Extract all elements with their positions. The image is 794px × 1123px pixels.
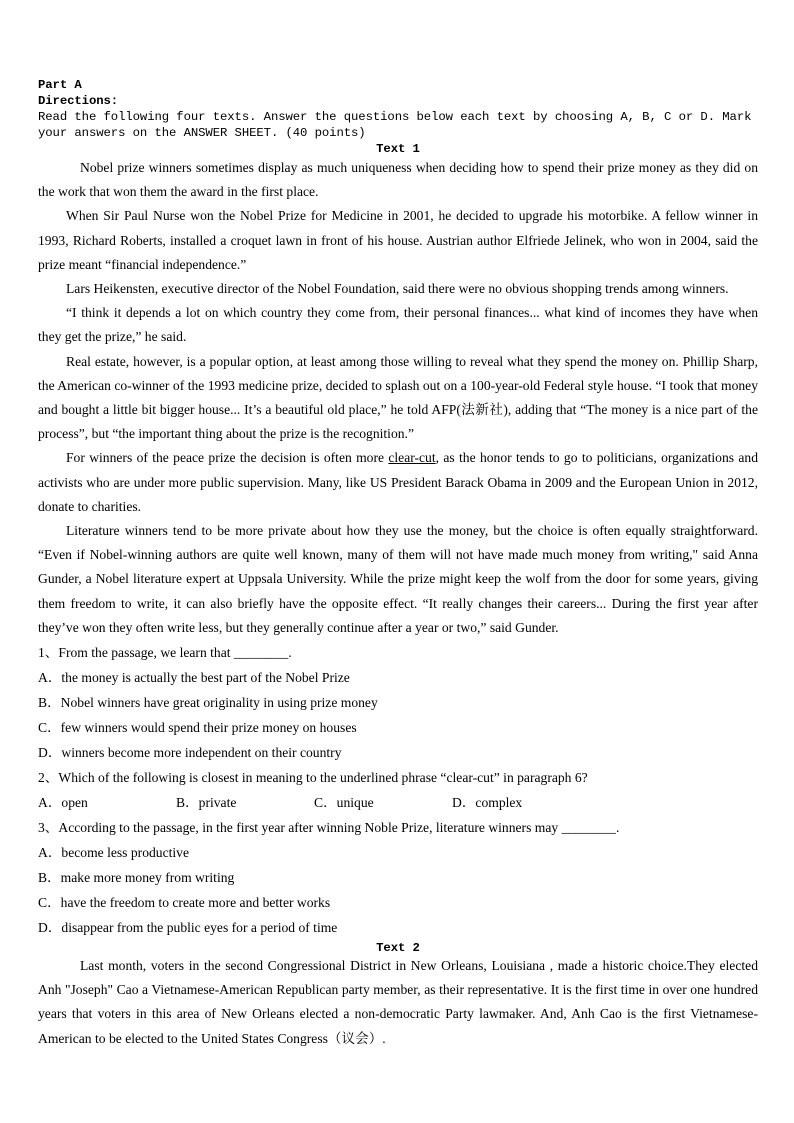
option: C．unique [314, 795, 374, 811]
paragraph: Nobel prize winners sometimes display as much uniqueness when deciding how to spend their prize money as they did on the work that won them the award in the first place. [38, 160, 758, 200]
underlined-phrase: clear-cut [388, 450, 436, 466]
option: D．disappear from the public eyes for a period of time [38, 920, 338, 936]
paragraph: Literature winners tend to be more private about how they use the money, but the choice is often equally straightforward. “Even if Nobel-winning authors are quite well known, many of them will not have made much money from writing," said Anna Gunder, a Nobel literature expert at Uppsala University. While the prize might keep the wolf from the door for some years, giving them freedom to write, it can also briefly have the opposite effect. “It really changes their careers... During the first year after they’ve won they often write less, but they generally continue after a year or two,” said Gunder. [38, 523, 758, 635]
text-1-title: Text 1 [376, 142, 420, 156]
option: D．winners become more independent on their country [38, 745, 342, 761]
question-1-stem: 1、From the passage, we learn that ________. [38, 645, 292, 661]
paragraph [38, 446, 758, 519]
paragraph: Last month, voters in the second Congressional District in New Orleans, Louisiana , made a historic choice.They elected Anh "Joseph" Cao a Vietnamese-American Republican party member, as their representative. It is the first time in over one hundred years that voters in this area of New Orleans elected a non-democratic Party lawmaker. And, Anh Cao is the first Vietnamese-American to be elected to the United States Congress（议会）. [38, 958, 758, 1046]
directions-text: Read the following four texts. Answer the questions below each text by choosing A, B, C or D. Mark your answers on the ANSWER SHEET. (40 points) [38, 110, 752, 140]
option: A．the money is actually the best part of the Nobel Prize [38, 670, 350, 686]
text-1-section [38, 142, 759, 940]
paragraph: When Sir Paul Nurse won the Nobel Prize for Medicine in 2001, he decided to upgrade his motorbike. A fellow winner in 1993, Richard Roberts, installed a croquet lawn in front of his house. Austrian author Elfriede Jelinek, who won in 2004, said the prize meant “financial independence.” [38, 208, 758, 272]
text-2-title: Text 2 [376, 941, 420, 955]
options-row [38, 790, 758, 815]
option: B．Nobel winners have great originality in using prize money [38, 695, 378, 711]
paragraph: “I think it depends a lot on which country they come from, their personal finances... what kind of incomes they have when they get the prize,” he said. [38, 305, 758, 345]
option: A．open [38, 795, 88, 811]
option: B．make more money from writing [38, 870, 235, 886]
option: C．few winners would spend their prize money on houses [38, 720, 357, 736]
option: B．private [176, 795, 237, 811]
text-2-section [38, 940, 758, 1051]
question-3-stem: 3、According to the passage, in the first year after winning Noble Prize, literature winners may ________. [38, 820, 620, 836]
option: C．have the freedom to create more and better works [38, 895, 331, 911]
part-header [38, 77, 768, 141]
part-title: Part A [38, 78, 82, 92]
paragraph: Real estate, however, is a popular option, at least among those willing to reveal what they spend the money on. Phillip Sharp, the American co-winner of the 1993 medicine prize, decided to splash out on a 100-year-old Federal style house. “I took that money and bought a little bit bigger house... It’s a beautiful old place,” he told AFP(法新社), adding that “The money is a nice part of the process”, but “the important thing about the prize is the recognition.” [38, 353, 758, 442]
paragraph-text: , as the honor tends to go to politicians, organizations and activists who are under more public supervision. Many, like US President Barack Obama in 2009 and the European Union in 2012, donate to charities. [38, 450, 759, 514]
question-2-stem: 2、Which of the following is closest in meaning to the underlined phrase “clear-cut” in paragraph 6? [38, 770, 588, 786]
directions-label: Directions: [38, 94, 119, 108]
paragraph: Lars Heikensten, executive director of the Nobel Foundation, said there were no obvious shopping trends among winners. [66, 281, 729, 297]
option: A．become less productive [38, 845, 189, 861]
paragraph-text: For winners of the peace prize the decision is often more [66, 450, 389, 466]
option: D．complex [452, 795, 523, 811]
